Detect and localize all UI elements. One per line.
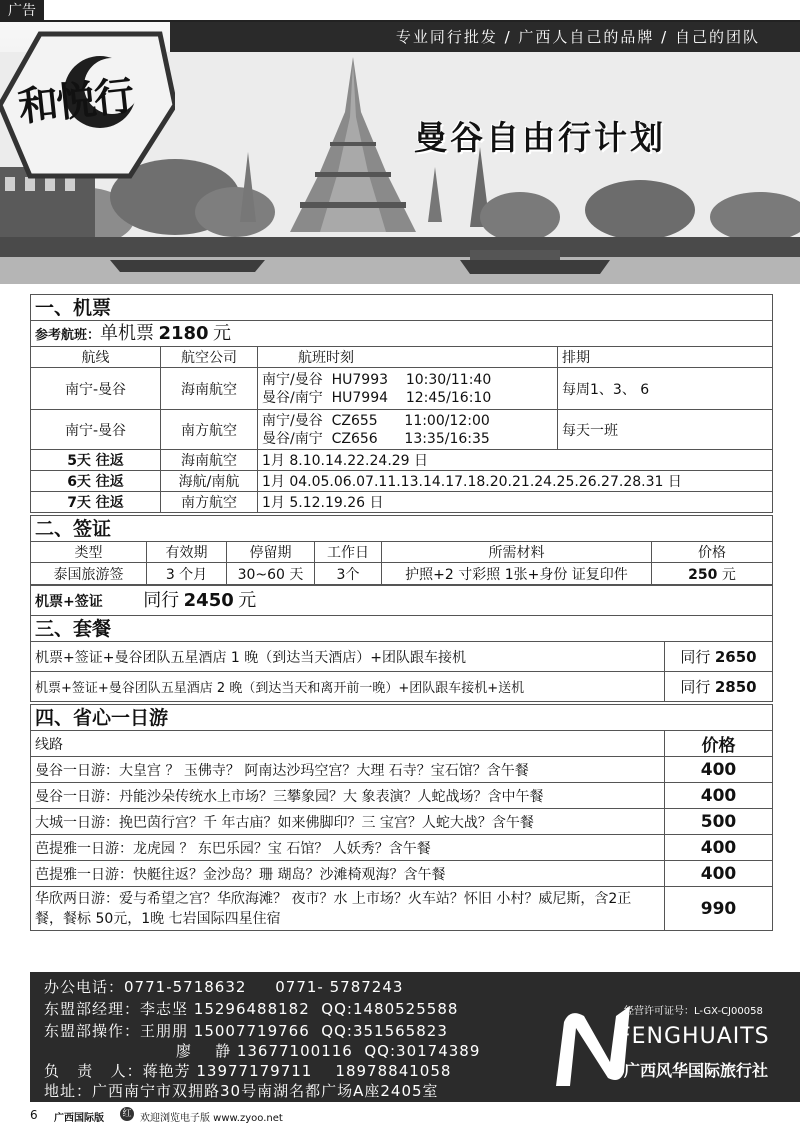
address-row [44, 1080, 439, 1101]
flight-time-out: 南宁/曼谷 CZ655 11:00/12:00 [262, 412, 490, 429]
trip-airline: 海航/南航 [161, 471, 258, 492]
tour-route: 芭提雅一日游：龙虎园 ？ 东巴乐园？宝 石馆？ 人妖秀？含午餐 [31, 835, 665, 861]
visa-validity: 3 个月 [147, 563, 227, 585]
address-label: 地址： [44, 1082, 93, 1100]
col-route-header: 航线 [31, 347, 161, 368]
trip-row [31, 471, 773, 492]
tour-row [31, 887, 773, 931]
publication-icon: 红 [120, 1107, 134, 1121]
page-number: 6 [30, 1108, 38, 1122]
visa-materials: 护照+2 寸彩照 1张+身份 证复印件 [382, 563, 652, 585]
manager-row [44, 998, 458, 1019]
chief-info: 蒋艳芳 13977179711 18978841058 [142, 1062, 452, 1080]
office-label: 办公电话： [44, 978, 125, 996]
flight-time-back: 曼谷/南宁 HU7994 12:45/16:10 [262, 389, 492, 406]
header-banner [0, 22, 800, 284]
flight-route: 南宁-曼谷 [31, 410, 161, 450]
visa-type: 泰国旅游签 [31, 563, 147, 585]
col-airline-header: 航空公司 [161, 347, 258, 368]
brand-logo-text: 和悦行 [16, 72, 135, 131]
office-phone-row [44, 976, 403, 997]
combo-prefix: 同行 [143, 590, 180, 611]
visa-col-stay: 停留期 [227, 542, 315, 563]
trip-row [31, 492, 773, 513]
visa-combo-row [30, 585, 773, 615]
tour-price: 400 [665, 757, 773, 783]
license-number: 经营许可证号：L-GX-CJ00058 [624, 1006, 763, 1017]
visa-workdays: 3个 [315, 563, 382, 585]
combo-price: 2450 [183, 590, 234, 611]
page-footer [0, 1104, 800, 1125]
main-content [30, 294, 773, 931]
package-prefix: 同行 [680, 648, 711, 666]
flights-table [30, 346, 773, 513]
flight-time-out: 南宁/曼谷 HU7993 10:30/11:40 [262, 371, 492, 388]
tour-row [31, 835, 773, 861]
reference-price: 2180 [158, 323, 209, 344]
package-desc: 机票+签证+曼谷团队五星酒店 2 晚（到达当天和离开前一晚）+团队跟车接机+送机 [31, 672, 665, 702]
tour-price: 990 [665, 887, 773, 931]
manager-info: 李志坚 15296488182 QQ:1480525588 [140, 1000, 459, 1018]
tour-row [31, 861, 773, 887]
visa-col-workdays: 工作日 [315, 542, 382, 563]
ops-info-1: 王朋朋 15007719766 QQ:351565823 [140, 1022, 448, 1040]
flight-schedule: 每天一班 [558, 410, 773, 450]
brand-wordmark: FENGHUAITS [618, 1024, 770, 1049]
col-time-header: 航班时刻 [258, 347, 558, 368]
flight-schedule: 每周1、3、 6 [558, 368, 773, 410]
trip-dates: 1月 8.10.14.22.24.29 日 [258, 450, 773, 471]
tour-price: 400 [665, 861, 773, 887]
flights-heading: 一、机票 [30, 294, 773, 320]
trip-days: 6天 往返 [31, 471, 161, 492]
chief-row [44, 1060, 451, 1081]
slogan-bar: 专业同行批发 / 广西人自己的品牌 / 自己的团队 [170, 22, 800, 52]
ad-label: 广告 [0, 0, 44, 22]
visa-row [31, 563, 773, 585]
tours-col-price: 价格 [665, 731, 773, 757]
flight-route: 南宁-曼谷 [31, 368, 161, 410]
package-price: 2850 [714, 678, 757, 696]
package-row [31, 642, 773, 672]
flight-row [31, 368, 773, 410]
visa-price: 250 [688, 566, 718, 583]
reference-label: 参考航班： [35, 328, 101, 343]
tour-route: 华欣两日游：爱与希望之宫？华欣海滩？ 夜市？水 上市场？火车站？怀旧 小村？威尼斯，含2正 餐，餐标 50元，1晚 七岩国际四星住宿 [31, 887, 665, 931]
trip-airline: 海南航空 [161, 450, 258, 471]
reference-text: 单机票 [100, 323, 155, 344]
reference-unit: 元 [213, 323, 232, 344]
page-title: 曼谷自由行计划 [414, 118, 666, 157]
tour-row [31, 783, 773, 809]
tour-row [31, 809, 773, 835]
packages-table [30, 641, 773, 702]
office-phones: 0771-5718632 0771- 5787243 [124, 978, 404, 996]
combo-unit: 元 [238, 590, 257, 611]
package-desc: 机票+签证+曼谷团队五星酒店 1 晚（到达当天酒店）+团队跟车接机 [31, 642, 665, 672]
ops-row [44, 1020, 448, 1041]
tour-price: 400 [665, 783, 773, 809]
visa-price-unit: 元 [721, 566, 736, 583]
tours-table [30, 730, 773, 931]
website-link[interactable]: 欢迎浏览电子版 www.zyoo.net [140, 1113, 283, 1124]
chief-label: 负 责 人： [44, 1062, 143, 1080]
package-price: 2650 [714, 648, 757, 666]
trip-dates: 1月 04.05.06.07.11.13.14.17.18.20.21.24.25.26.27.28.31 日 [258, 471, 773, 492]
tour-price: 400 [665, 835, 773, 861]
visa-col-materials: 所需材料 [382, 542, 652, 563]
ad-tag [0, 0, 800, 22]
tour-route: 曼谷一日游：丹能沙朵传统水上市场？三攀象园？大 象表演？人蛇战场？含中午餐 [31, 783, 665, 809]
manager-label: 东盟部经理： [44, 1000, 141, 1018]
trip-row [31, 450, 773, 471]
trip-airline: 南方航空 [161, 492, 258, 513]
trip-days: 7天 往返 [31, 492, 161, 513]
tours-heading: 四、省心一日游 [30, 704, 773, 730]
flight-row [31, 410, 773, 450]
contact-panel [30, 972, 800, 1102]
address-text: 广西南宁市双拥路30号南湖名都广场A座2405室 [92, 1082, 439, 1100]
visa-col-price: 价格 [652, 542, 773, 563]
flight-airline: 南方航空 [161, 410, 258, 450]
flight-time-back: 曼谷/南宁 CZ656 13:35/16:35 [262, 430, 490, 447]
tours-col-route: 线路 [31, 731, 665, 757]
visa-col-validity: 有效期 [147, 542, 227, 563]
trip-dates: 1月 5.12.19.26 日 [258, 492, 773, 513]
visa-table [30, 541, 773, 585]
ops-info-2: 廖 静 13677100116 QQ:30174389 [176, 1042, 481, 1060]
package-prefix: 同行 [680, 678, 711, 696]
tour-price: 500 [665, 809, 773, 835]
combo-label: 机票+签证 [35, 594, 103, 610]
publication-name: 广西国际版 [54, 1113, 104, 1124]
ops-label: 东盟部操作： [44, 1022, 141, 1040]
tour-route: 曼谷一日游：大皇宫 ？ 玉佛寺？ 阿南达沙玛空宫？大理 石寺？宝石馆？含午餐 [31, 757, 665, 783]
visa-stay: 30~60 天 [227, 563, 315, 585]
reference-flight-row [30, 320, 773, 346]
flight-airline: 海南航空 [161, 368, 258, 410]
package-row [31, 672, 773, 702]
trip-days: 5天 往返 [31, 450, 161, 471]
visa-col-type: 类型 [31, 542, 147, 563]
packages-heading: 三、套餐 [30, 615, 773, 641]
company-name: 广西风华国际旅行社 [624, 1061, 769, 1080]
tour-row [31, 757, 773, 783]
tour-route: 大城一日游：挽巴茵行宫？千 年古庙？如来佛脚印？三 宝宫？人蛇大战？含午餐 [31, 809, 665, 835]
tour-route: 芭提雅一日游：快艇往返？金沙岛？珊 瑚岛？沙滩椅观海？含午餐 [31, 861, 665, 887]
col-schedule-header: 排期 [558, 347, 773, 368]
visa-heading: 二、签证 [30, 515, 773, 541]
